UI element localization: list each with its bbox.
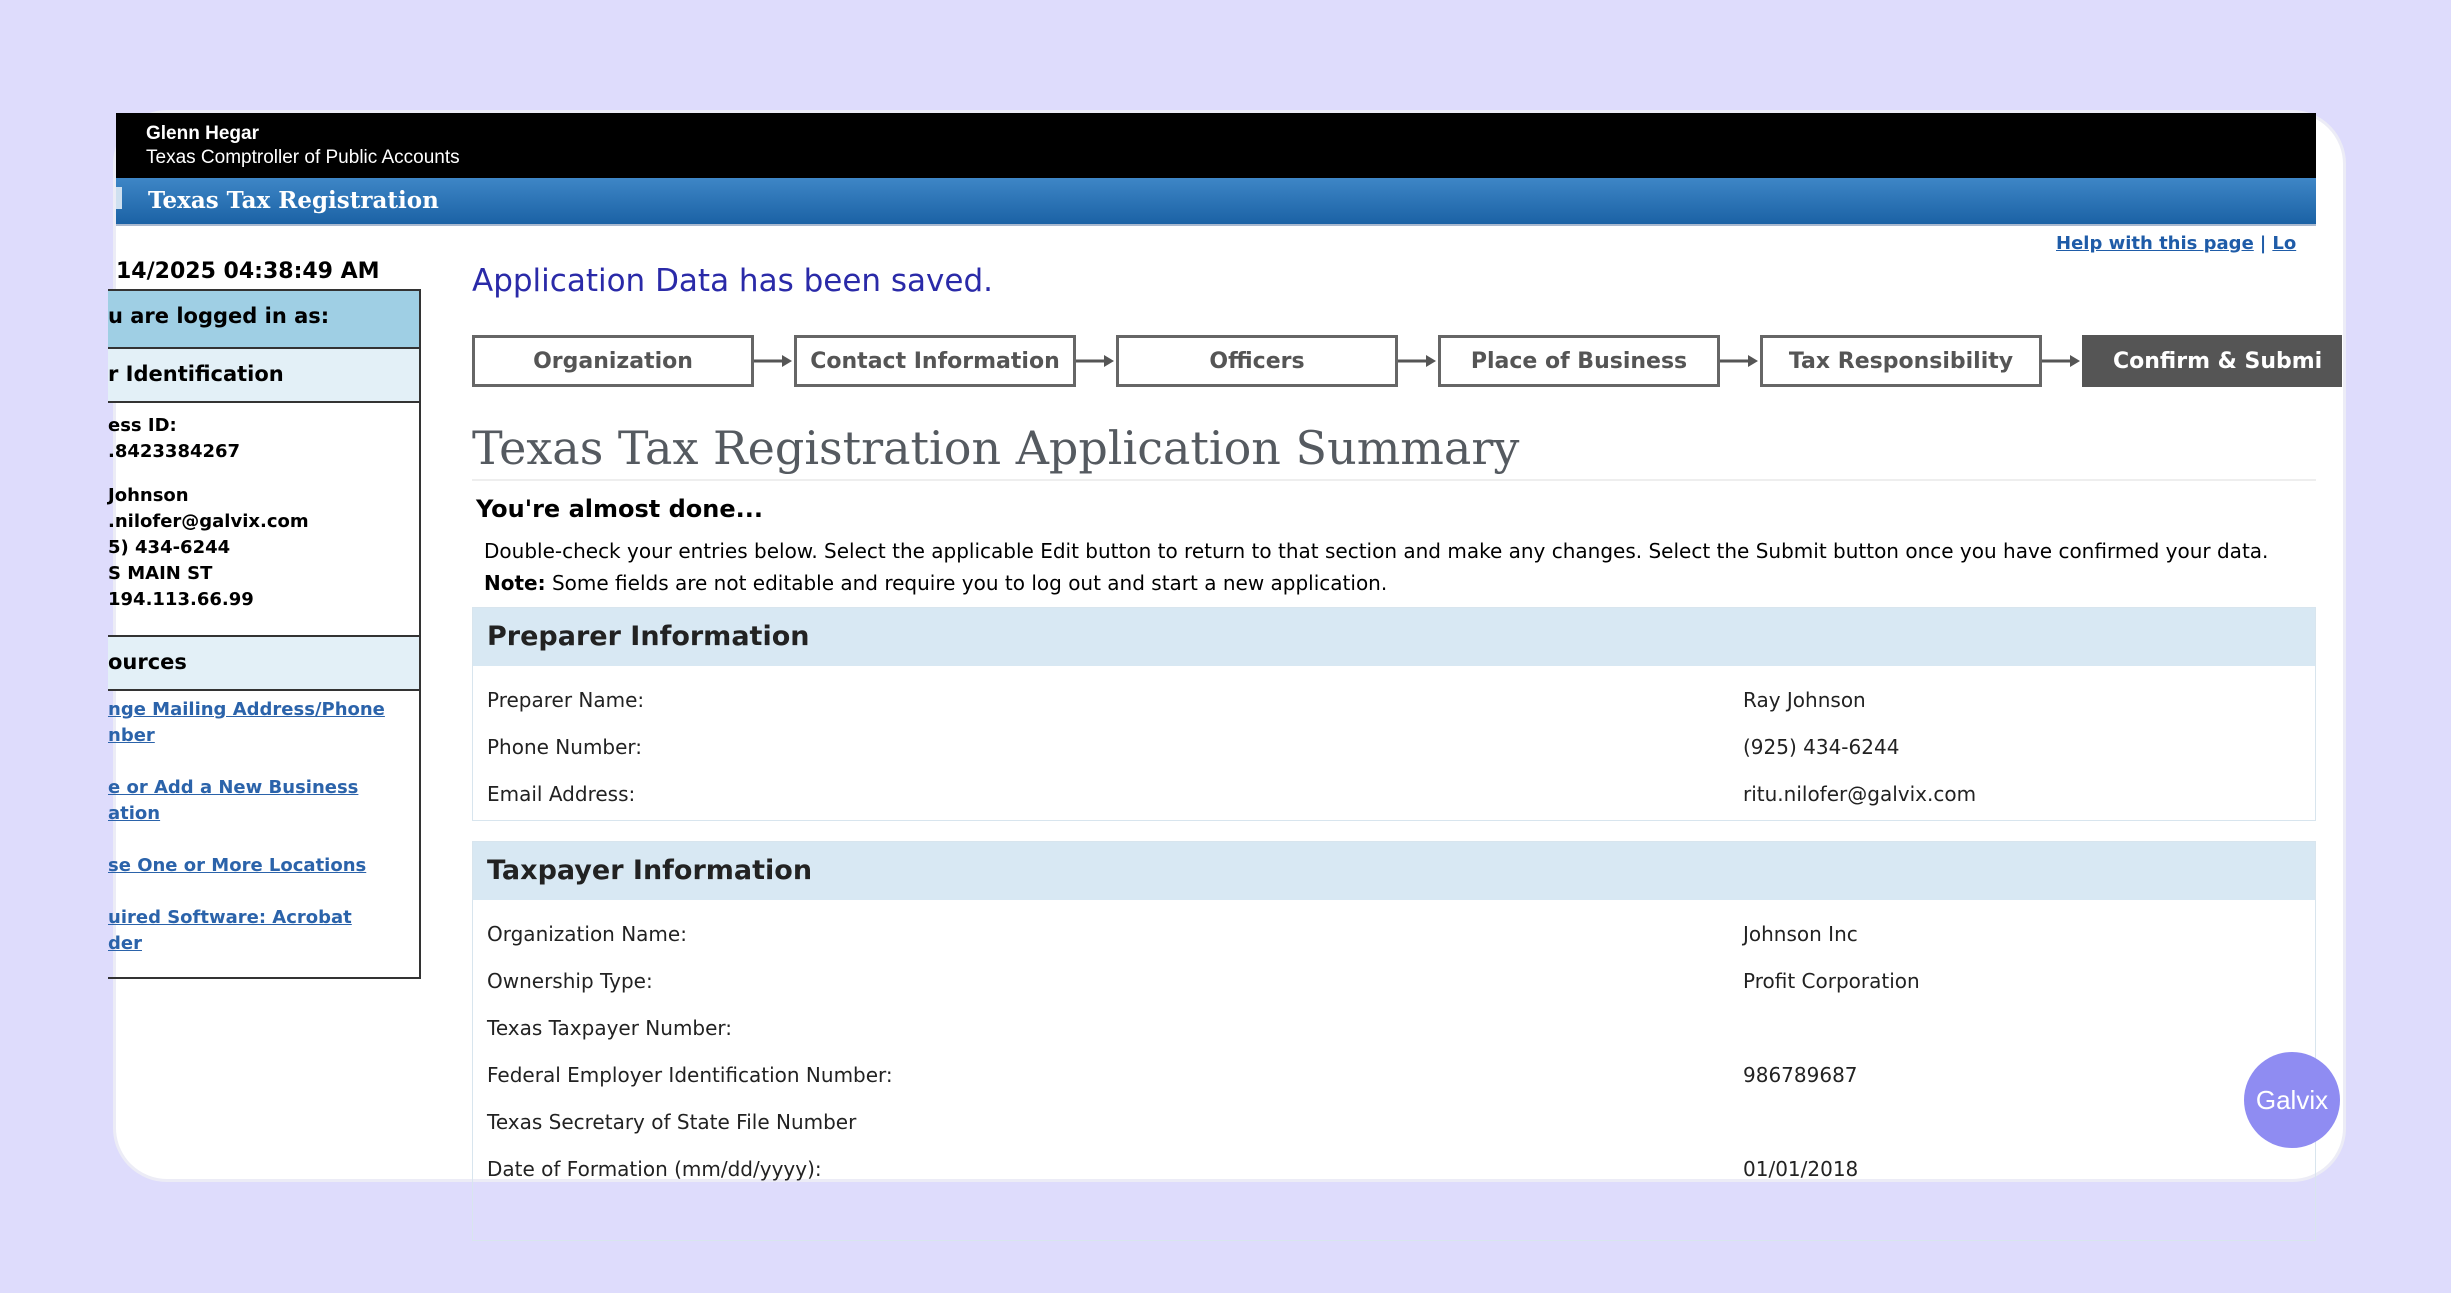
field-label: Date of Formation (mm/dd/yyyy): (487, 1157, 822, 1181)
table-row (473, 1096, 2315, 1143)
resources-links (108, 691, 419, 957)
step-contact-information[interactable]: Contact Information (794, 335, 1076, 387)
logged-in-label: u are logged in as: (108, 291, 419, 349)
identification-heading: r Identification (108, 349, 419, 403)
field-value: Profit Corporation (1743, 969, 1920, 993)
help-link[interactable]: Help with this page (2056, 233, 2254, 254)
arrow-right-icon (1398, 353, 1438, 369)
field-label: Ownership Type: (487, 969, 653, 993)
saved-message: Application Data has been saved. (472, 263, 994, 299)
table-row (473, 1002, 2315, 1049)
logout-link[interactable]: Lo (2272, 233, 2297, 254)
link-line: der (108, 933, 142, 954)
official-name: Glenn Hegar (146, 123, 259, 144)
table-row (473, 1049, 2315, 1096)
user-address: S MAIN ST (108, 563, 213, 584)
table-row (473, 1143, 2315, 1190)
note-label: Note: (484, 571, 546, 595)
user-email: .nilofer@galvix.com (108, 511, 309, 532)
step-organization[interactable]: Organization (472, 335, 754, 387)
business-id: .8423384267 (108, 441, 241, 462)
link-line: nge Mailing Address/Phone (108, 699, 385, 720)
field-value: 986789687 (1743, 1063, 1858, 1087)
step-tax-responsibility[interactable]: Tax Responsibility (1760, 335, 2042, 387)
link-line: se One or More Locations (108, 855, 367, 876)
instructions (484, 535, 2268, 599)
user-ip: 194.113.66.99 (108, 589, 254, 610)
almost-done-heading: You're almost done... (476, 495, 763, 523)
galvix-watermark-badge[interactable]: Galvix (2244, 1052, 2340, 1148)
link-line: e or Add a New Business (108, 777, 359, 798)
taxpayer-heading: Taxpayer Information (473, 842, 2315, 900)
field-value: 01/01/2018 (1743, 1157, 1859, 1181)
field-value: ritu.nilofer@galvix.com (1743, 782, 1977, 806)
table-row (473, 674, 2315, 721)
step-confirm-submit[interactable]: Confirm & Submi (2082, 335, 2342, 387)
field-label: Phone Number: (487, 735, 643, 759)
screen-frame (108, 110, 2346, 1182)
session-datetime: 14/2025 04:38:49 AM (116, 259, 380, 284)
field-value: Ray Johnson (1743, 688, 1866, 712)
user-phone: 5) 434-6244 (108, 537, 231, 558)
top-links (2056, 233, 2296, 254)
arrow-right-icon (754, 353, 794, 369)
link-line: ation (108, 803, 161, 824)
table-row (473, 908, 2315, 955)
step-place-of-business[interactable]: Place of Business (1438, 335, 1720, 387)
progress-steps (472, 335, 2322, 391)
page-title: Texas Tax Registration Application Summary (472, 421, 1520, 475)
link-line: nber (108, 725, 155, 746)
taxpayer-section (472, 841, 2316, 1241)
note-line (484, 567, 2268, 599)
field-label: Organization Name: (487, 922, 687, 946)
step-officers[interactable]: Officers (1116, 335, 1398, 387)
preparer-heading: Preparer Information (473, 608, 2315, 666)
field-value: (925) 434-6244 (1743, 735, 1900, 759)
field-value: Johnson Inc (1743, 922, 1858, 946)
instructions-text: Double-check your entries below. Select the applicable Edit button to return to that section and make any changes. Select the Submit button once you have confirmed your data. (484, 539, 2269, 563)
preparer-section (472, 607, 2316, 821)
change-mailing-address-link[interactable] (108, 697, 419, 749)
app-title-bar (116, 178, 2316, 226)
table-row (473, 955, 2315, 1002)
title-divider (472, 479, 2316, 481)
comptroller-header (116, 113, 2316, 178)
field-label: Texas Secretary of State File Number (487, 1110, 857, 1134)
business-id-label: ess ID: (108, 415, 177, 436)
menu-icon (116, 187, 122, 209)
table-row (473, 721, 2315, 768)
browser-viewport (108, 113, 2323, 1185)
field-label: Federal Employer Identification Number: (487, 1063, 893, 1087)
close-locations-link[interactable] (108, 853, 419, 879)
arrow-right-icon (1076, 353, 1116, 369)
add-new-business-location-link[interactable] (108, 775, 419, 827)
required-software-link[interactable] (108, 905, 419, 957)
field-label: Texas Taxpayer Number: (487, 1016, 733, 1040)
table-row (473, 768, 2315, 815)
app-title: Texas Tax Registration (148, 187, 439, 214)
arrow-right-icon (2042, 353, 2082, 369)
user-name: Johnson (108, 485, 189, 506)
resources-heading: ources (108, 637, 419, 691)
field-label: Email Address: (487, 782, 636, 806)
identification-details (108, 403, 419, 637)
link-separator: | (2259, 233, 2267, 254)
arrow-right-icon (1720, 353, 1760, 369)
field-label: Preparer Name: (487, 688, 645, 712)
office-name: Texas Comptroller of Public Accounts (146, 147, 460, 168)
note-text: Some fields are not editable and require you to log out and start a new application. (551, 571, 1388, 595)
link-line: uired Software: Acrobat (108, 907, 352, 928)
sidebar (108, 289, 421, 979)
